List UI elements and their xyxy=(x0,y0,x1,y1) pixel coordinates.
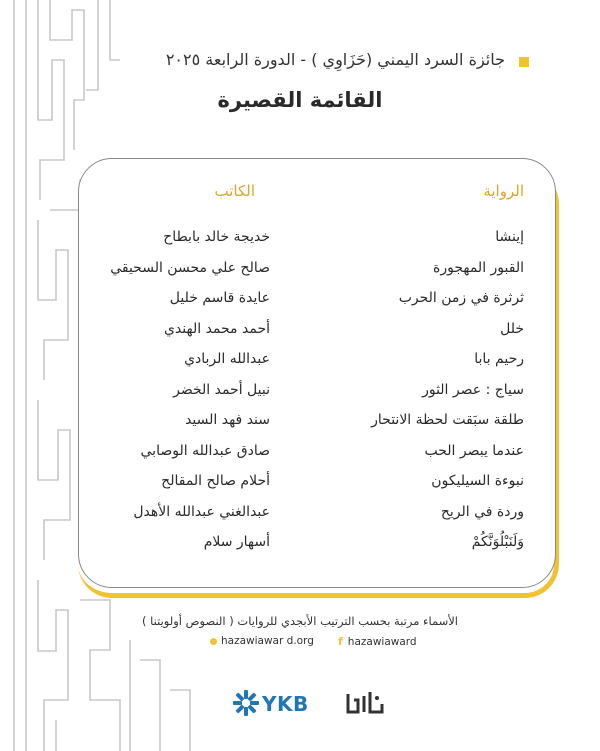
novel-title: نبوءة السيليكون xyxy=(431,473,524,489)
author-name: صادق عبدالله الوصابي xyxy=(140,442,270,459)
website-text: hazawiawar d.org xyxy=(221,635,314,647)
author-name: عبدالغني عبدالله الأهدل xyxy=(133,503,270,520)
novel-title: وَلَنَبْلُوَنَّكُمْ xyxy=(471,534,524,550)
novel-title: طلقة سبَقت لحظة الانتحار xyxy=(371,412,524,428)
globe-icon xyxy=(210,638,217,645)
award-title: جائزة السرد اليمني (حَزَاوِي ) - الدورة الرابعة ٢٠٢٥ xyxy=(165,50,505,69)
author-name: عايدة قاسم خليل xyxy=(169,290,270,306)
novel-title: سياج : عصر الثور xyxy=(422,381,524,398)
facebook-text: hazawiaward xyxy=(347,636,417,648)
novel-title: رحيم بابا xyxy=(474,351,524,367)
novel-title: القبور المهجورة xyxy=(433,259,524,276)
author-name: عبدالله الربادي xyxy=(184,351,270,367)
author-column-header: الكاتب xyxy=(214,182,255,200)
novel-title: ثرثرة في زمن الحرب xyxy=(398,290,524,306)
author-name: أسهار سلام xyxy=(203,534,270,550)
author-name: أحلام صالح المقالح xyxy=(161,473,270,489)
novel-title: عندما يبصر الحب xyxy=(424,442,524,459)
hazawi-logo xyxy=(344,686,386,720)
facebook-icon: f xyxy=(338,635,343,648)
novel-title: وردة في الريح xyxy=(440,503,524,520)
author-name: خديجة خالد بابطاح xyxy=(163,229,270,245)
website-link[interactable] xyxy=(210,635,314,647)
author-name: نبيل أحمد الخضر xyxy=(173,381,270,398)
novel-title: خلل xyxy=(500,320,524,337)
title-bullet xyxy=(519,57,529,67)
novel-title: إينشا xyxy=(495,229,524,245)
author-name: صالح علي محسن السحيقي xyxy=(110,259,270,276)
author-list xyxy=(50,222,270,558)
novel-column-header: الرواية xyxy=(483,182,524,200)
novel-list xyxy=(304,222,524,558)
author-name: أحمد محمد الهندي xyxy=(163,320,270,337)
page-subtitle: القائمة القصيرة xyxy=(217,88,383,112)
author-name: سند فهد السيد xyxy=(185,412,270,428)
ykb-logo-text: YKB xyxy=(262,692,309,716)
facebook-link[interactable] xyxy=(338,635,417,648)
ordering-note: الأسماء مرتبة بحسب الترتيب الأبجدي للروايات ( النصوص أولويتنا ) xyxy=(142,614,458,628)
